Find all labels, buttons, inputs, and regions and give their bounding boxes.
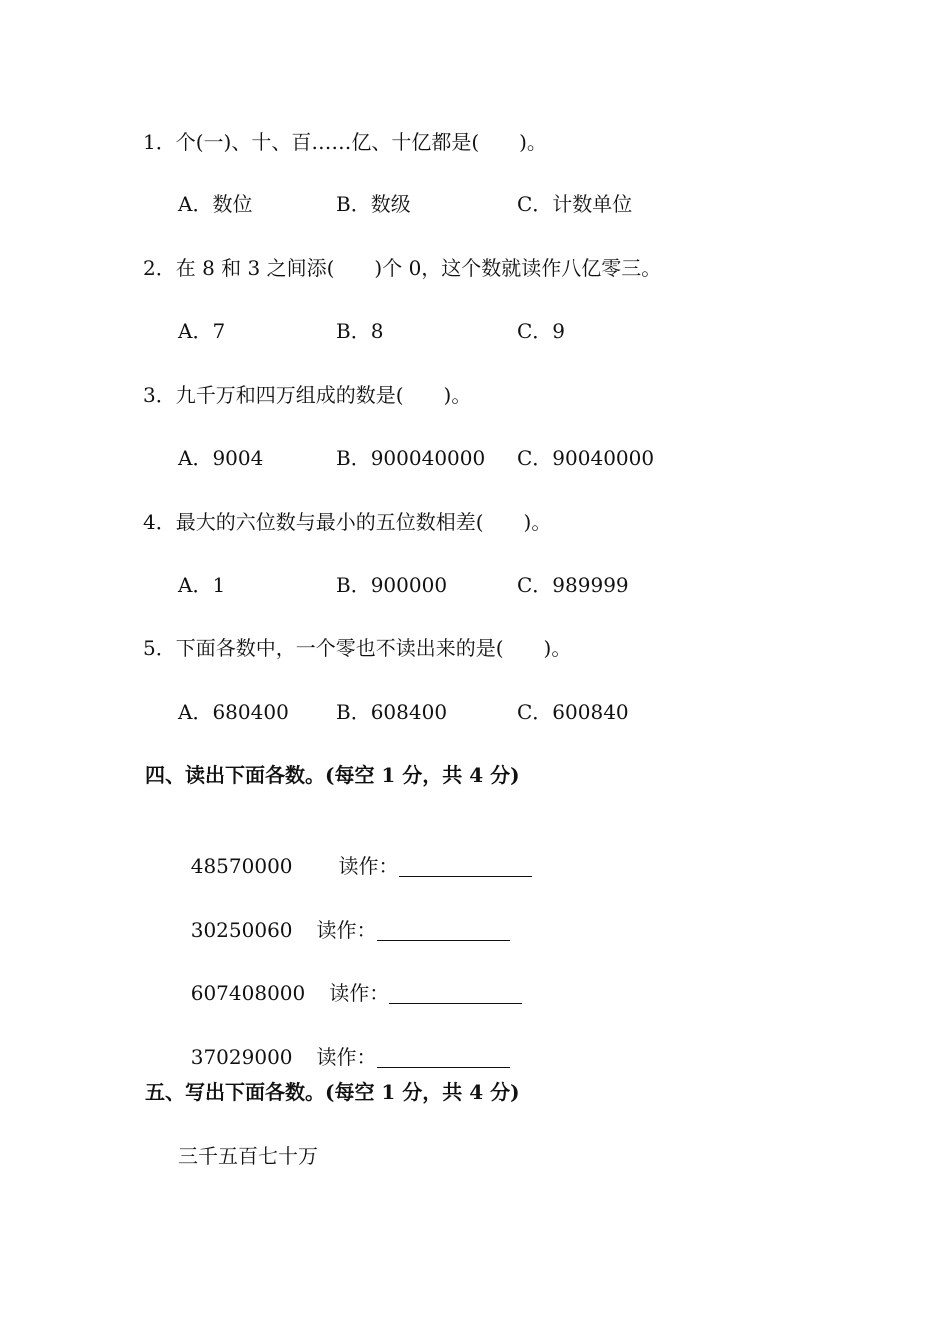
q3-option-b: B．900040000 — [336, 446, 486, 470]
answer-blank[interactable] — [377, 1047, 510, 1068]
read-item-4 — [178, 1015, 510, 1071]
q2-option-a: A．7 — [178, 319, 226, 343]
q5-option-a: A．680400 — [178, 700, 289, 724]
q1-option-c: C．计数单位 — [517, 192, 633, 216]
q5-option-b: B．608400 — [336, 700, 448, 724]
question-3: 3．九千万和四万组成的数是( )。 — [143, 383, 472, 407]
q2-option-c: C．9 — [517, 319, 566, 343]
write-item-1: 三千五百七十万 — [178, 1144, 318, 1168]
read-number: 48570000 — [190, 854, 293, 878]
question-2: 2．在 8 和 3 之间添( )个 0，这个数就读作八亿零三。 — [143, 256, 662, 280]
q4-option-a: A．1 — [178, 573, 226, 597]
question-4: 4．最大的六位数与最小的五位数相差( )。 — [143, 510, 552, 534]
read-number: 607408000 — [190, 981, 306, 1005]
question-1: 1．个(一)、十、百……亿、十亿都是( )。 — [143, 130, 547, 154]
q1-option-a: A．数位 — [178, 192, 253, 216]
answer-blank[interactable] — [377, 920, 510, 941]
section-5-heading: 五、写出下面各数。(每空 1 分，共 4 分) — [145, 1080, 520, 1104]
section-4-heading: 四、读出下面各数。(每空 1 分，共 4 分) — [145, 763, 520, 787]
q1-option-b: B．数级 — [336, 192, 411, 216]
read-label: 读作： — [316, 1045, 377, 1069]
q3-option-a: A．9004 — [178, 446, 264, 470]
question-5: 5．下面各数中，一个零也不读出来的是( )。 — [143, 636, 572, 660]
q3-option-c: C．90040000 — [517, 446, 655, 470]
q2-option-b: B．8 — [336, 319, 384, 343]
q4-option-b: B．900000 — [336, 573, 448, 597]
answer-blank[interactable] — [399, 856, 532, 877]
read-label: 读作： — [329, 981, 390, 1005]
read-number: 30250060 — [190, 918, 293, 942]
q5-option-c: C．600840 — [517, 700, 629, 724]
read-label: 读作： — [338, 854, 399, 878]
answer-blank[interactable] — [389, 983, 522, 1004]
q4-option-c: C．989999 — [517, 573, 629, 597]
read-item-2 — [178, 888, 510, 944]
read-number: 37029000 — [190, 1045, 293, 1069]
read-label: 读作： — [316, 918, 377, 942]
read-item-3 — [178, 951, 522, 1007]
read-item-1 — [178, 824, 532, 880]
